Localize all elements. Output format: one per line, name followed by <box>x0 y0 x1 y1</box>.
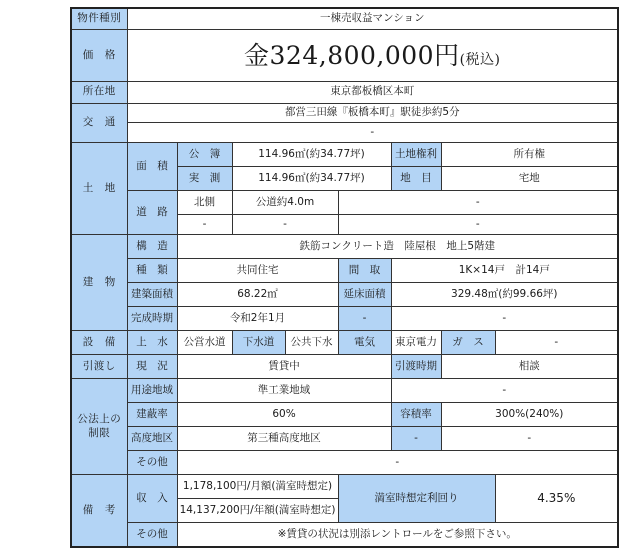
label-yield: 満室時想定利回り <box>338 475 495 523</box>
water-value: 公営水道 <box>177 330 232 354</box>
current-status-value: 賃貸中 <box>177 354 391 378</box>
label-income: 収 入 <box>127 475 177 523</box>
restrictions-other-value: - <box>177 451 618 475</box>
height-extra-label: - <box>391 427 441 451</box>
label-gas: ガ ス <box>441 330 495 354</box>
label-water: 上 水 <box>127 330 177 354</box>
label-measured: 実 測 <box>177 166 232 190</box>
label-price: 価 格 <box>71 30 127 81</box>
sewer-value: 公共下水 <box>285 330 338 354</box>
completion-value: 令和2年1月 <box>177 306 338 330</box>
road1-extra: - <box>338 191 618 215</box>
label-building-type: 種 類 <box>127 258 177 282</box>
label-handover: 引渡し <box>71 354 127 378</box>
road2-side: - <box>177 215 232 235</box>
label-road: 道 路 <box>127 191 177 235</box>
label-remarks-other: その他 <box>127 523 177 547</box>
label-layout: 間 取 <box>338 258 391 282</box>
structure-value: 鉄筋コンクリート造 陸屋根 地上5階建 <box>177 234 618 258</box>
property-type-value: 一棟売収益マンション <box>127 8 618 30</box>
height-district-value: 第三種高度地区 <box>177 427 391 451</box>
building-type-value: 共同住宅 <box>177 258 338 282</box>
layout-value: 1K×14戸 計14戸 <box>391 258 618 282</box>
label-height-district: 高度地区 <box>127 427 177 451</box>
label-property-type: 物件種別 <box>71 8 127 30</box>
label-legal-restrictions: 公法上の制限 <box>71 379 127 475</box>
label-sewer: 下水道 <box>232 330 285 354</box>
registered-area-value: 114.96㎡(約34.77坪) <box>232 142 391 166</box>
road2-extra: - <box>338 215 618 235</box>
floor-area-ratio-value: 300%(240%) <box>441 403 618 427</box>
label-land-area: 面 積 <box>127 142 177 190</box>
address-value: 東京都板橋区本町 <box>127 81 618 103</box>
height-extra-value: - <box>441 427 618 451</box>
label-transport: 交 通 <box>71 103 127 142</box>
label-structure: 構 造 <box>127 234 177 258</box>
label-zoning: 用途地域 <box>127 379 177 403</box>
label-land-rights: 土地権利 <box>391 142 441 166</box>
transport-line2: - <box>127 123 618 143</box>
label-current-status: 現 況 <box>127 354 177 378</box>
remarks-other-value: ※賃貸の状況は別添レントロールをご参照下さい。 <box>177 523 618 547</box>
land-category-value: 宅地 <box>441 166 618 190</box>
zoning-value: 準工業地域 <box>177 379 391 403</box>
land-rights-value: 所有権 <box>441 142 618 166</box>
label-floor-area-ratio: 容積率 <box>391 403 441 427</box>
road1-side: 北側 <box>177 191 232 215</box>
label-restrictions-other: その他 <box>127 451 177 475</box>
label-land: 土 地 <box>71 142 127 234</box>
income-monthly: 1,178,100円/月額(満室時想定) <box>177 475 338 499</box>
property-spec-table <box>70 7 619 548</box>
zoning-extra: - <box>391 379 618 403</box>
coverage-ratio-value: 60% <box>177 403 391 427</box>
price-cell <box>127 30 618 81</box>
price-amount <box>244 41 500 70</box>
total-floor-area-value: 329.48㎡(約99.66坪) <box>391 282 618 306</box>
label-facilities: 設 備 <box>71 330 127 354</box>
label-building: 建 物 <box>71 234 127 330</box>
yield-value: 4.35% <box>495 475 618 523</box>
label-registered: 公 簿 <box>177 142 232 166</box>
label-electricity: 電気 <box>338 330 391 354</box>
income-yearly: 14,137,200円/年額(満室時想定) <box>177 499 338 523</box>
label-remarks: 備 考 <box>71 475 127 547</box>
price-tax-note: (税込) <box>459 51 501 68</box>
building-area-value: 68.22㎡ <box>177 282 338 306</box>
road1-width: 公道約4.0m <box>232 191 338 215</box>
label-total-floor-area: 延床面積 <box>338 282 391 306</box>
label-building-area: 建築面積 <box>127 282 177 306</box>
measured-area-value: 114.96㎡(約34.77坪) <box>232 166 391 190</box>
label-land-category: 地 目 <box>391 166 441 190</box>
label-handover-timing: 引渡時期 <box>391 354 441 378</box>
road2-width: - <box>232 215 338 235</box>
transport-line: 都営三田線『板橋本町』駅徒歩約5分 <box>127 103 618 123</box>
electricity-value: 東京電力 <box>391 330 441 354</box>
label-address: 所在地 <box>71 81 127 103</box>
completion-extra-value: - <box>391 306 618 330</box>
label-completion: 完成時期 <box>127 306 177 330</box>
price-value: 金324,800,000円 <box>244 40 460 70</box>
gas-value: - <box>495 330 618 354</box>
handover-timing-value: 相談 <box>441 354 618 378</box>
label-coverage-ratio: 建蔽率 <box>127 403 177 427</box>
completion-extra-label: - <box>338 306 391 330</box>
